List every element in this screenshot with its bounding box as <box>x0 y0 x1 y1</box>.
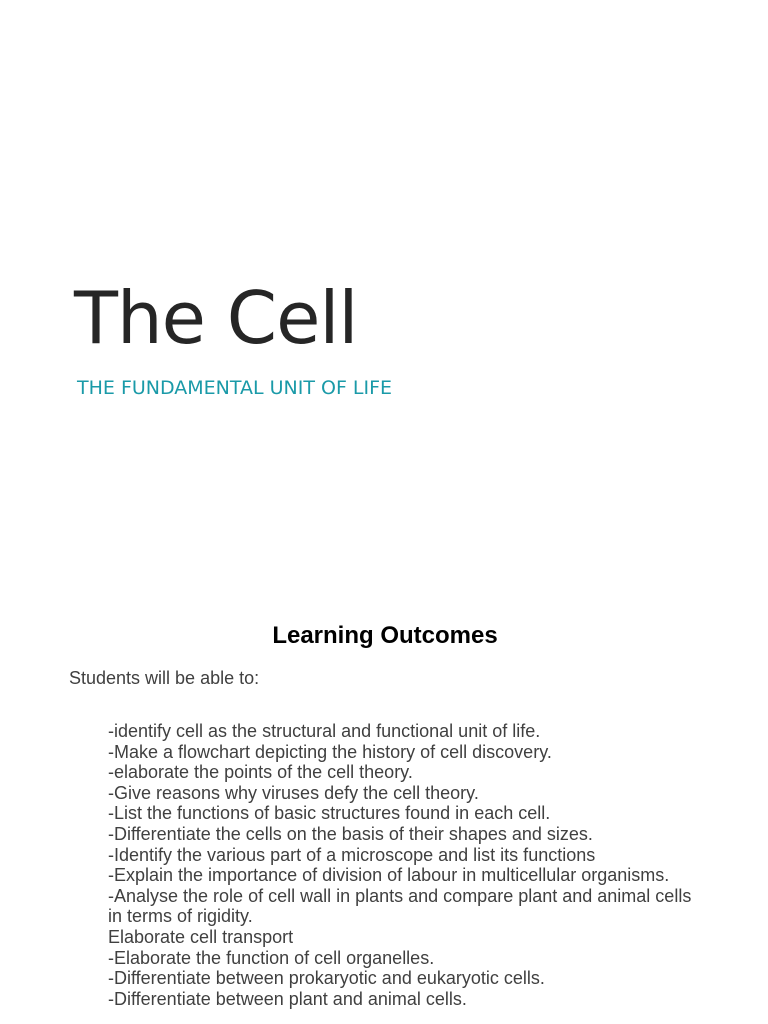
learning-outcomes-intro: Students will be able to: <box>69 668 260 688</box>
learning-outcomes-list <box>108 721 708 1009</box>
slide-subtitle: THE FUNDAMENTAL UNIT OF LIFE <box>77 377 393 399</box>
slide-title: The Cell <box>74 276 358 360</box>
learning-outcome-item: -Differentiate between plant and animal cells. <box>108 988 467 1009</box>
learning-outcomes-heading: Learning Outcomes <box>272 622 498 649</box>
learning-outcome-item: -Analyse the role of cell wall in plants and compare plant and animal cells in terms of rigidity. <box>108 885 692 927</box>
learning-outcome-item: -Make a flowchart depicting the history of cell discovery. <box>108 741 552 762</box>
learning-outcome-item: -Differentiate between prokaryotic and eukaryotic cells. <box>108 968 545 989</box>
learning-outcome-item: -List the functions of basic structures found in each cell. <box>108 803 551 824</box>
learning-outcome-item: -Differentiate the cells on the basis of their shapes and sizes. <box>108 823 593 844</box>
learning-outcome-item: -Identify the various part of a microscope and list its functions <box>108 844 596 865</box>
learning-outcomes-slide <box>0 600 768 1024</box>
learning-outcome-item: Elaborate cell transport <box>108 926 294 947</box>
learning-outcome-item: -Explain the importance of division of labour in multicellular organisms. <box>108 865 670 886</box>
learning-outcome-item: -Elaborate the function of cell organelles. <box>108 947 435 968</box>
learning-outcome-item: -elaborate the points of the cell theory. <box>108 762 413 783</box>
learning-outcome-item: -identify cell as the structural and functional unit of life. <box>108 721 541 741</box>
learning-outcome-item: -Give reasons why viruses defy the cell theory. <box>108 782 479 803</box>
